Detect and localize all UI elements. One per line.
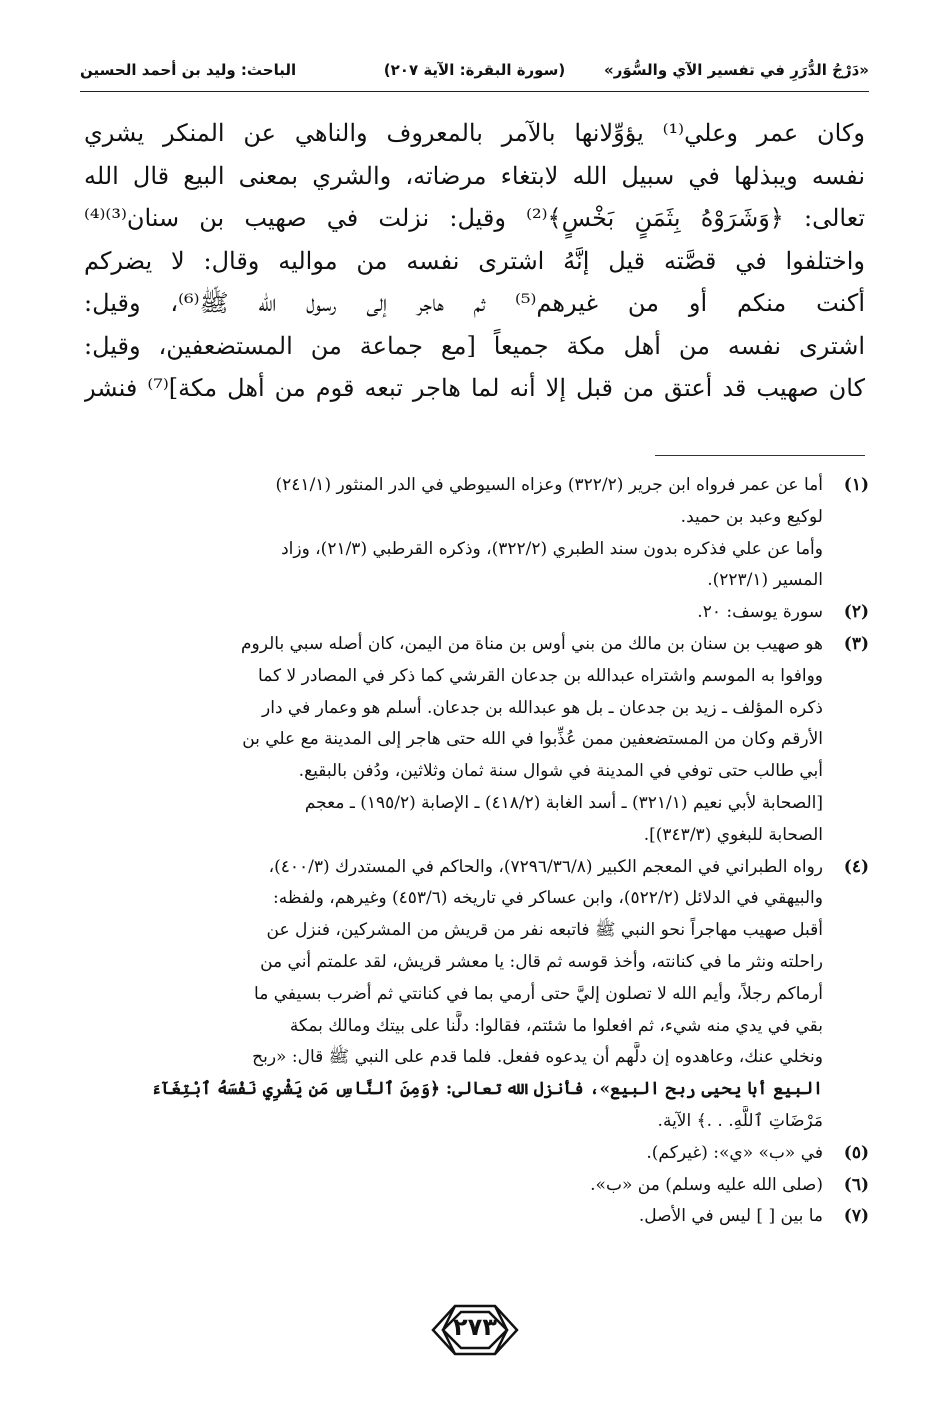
running-header (80, 55, 869, 91)
header-divider (80, 91, 869, 92)
footnote-line: [الصحابة لأبي نعيم (٣٢١/١) ـ أسد الغابة (٤١٨/٢) ـ الإصابة (١٩٥/٢) ـ معجم (304, 792, 823, 813)
main-text (84, 112, 865, 410)
main-line: اشترى نفسه من أهل مكة جميعاً [مع جماعة من المستضعفين، وقيل: (84, 331, 865, 360)
footnote-6 (84, 1170, 869, 1202)
footnote-line: المسير (٢٢٣/١). (707, 570, 823, 591)
footnote-line: الأرقم وكان من المستضعفين ممن عُذِّبوا في الله حتى هاجر إلى المدينة مع علي بن (242, 729, 823, 750)
footnote-line: (صلى الله عليه وسلم) من «ب». (590, 1174, 823, 1195)
footnote-number: (٤) (843, 856, 869, 877)
footnote-line: ما بين [ ] ليس في الأصل. (638, 1206, 823, 1227)
surah-reference: (سورة البقرة: الآية ٢٠٧) (383, 61, 566, 79)
footnote-number: (١) (843, 475, 869, 495)
footnote-line: راحلته ونثر ما في كنانته، وأخذ قوسه ثم قال: يا معشر قريش، لقد علمتم أني من (260, 951, 823, 972)
footnote-number: (٥) (843, 1142, 869, 1163)
footnote-number: (٢) (843, 602, 869, 623)
footnote-line: ونخلي عنك، وعاهدوه إن دلَّهم أن يدعوه ففعل. فلما قدم على النبي ﷺ قال: «ربح (252, 1047, 823, 1068)
main-line: وكان عمر وعلي⁽¹⁾ يؤوِّلانها بالآمر بالمعروف والناهي عن المنكر يشري (84, 119, 865, 147)
footnote-3 (84, 629, 869, 852)
footnote-divider (655, 455, 865, 456)
footnote-number: (٦) (843, 1174, 869, 1195)
footnote-line: هو صهيب بن سنان بن مالك من بني أوس بن مناة من اليمن، كان أصله سبي بالروم (241, 633, 823, 654)
footnote-1 (84, 470, 869, 597)
footnote-line: في «ب» «ي»: (غيركم). (646, 1142, 823, 1163)
footnote-line: رواه الطبراني في المعجم الكبير (٧٢٩٦/٣٦/٨)، والحاكم في المستدرك (٤٠٠/٣)، (268, 856, 823, 877)
footnote-line: والبيهقي في الدلائل (٥٢٢/٢)، وابن عساكر في تاريخه (٤٥٣/٦) وغيرهم، ولفظه: (273, 888, 823, 909)
footnote-line: أما عن عمر فرواه ابن جرير (٣٢٢/٢) وعزاه السيوطي في الدر المنثور (٢٤١/١) (275, 475, 823, 495)
footnote-line: وأما عن علي فذكره بدون سند الطبري (٣٢٢/٢)، وذكره القرطبي (٢١/٣)، وزاد (281, 538, 823, 559)
page-number-ornament (425, 1300, 525, 1360)
footnote-7 (84, 1201, 869, 1233)
footnote-line: الصحابة للبغوي (٣٤٣/٣)]. (643, 824, 823, 845)
footnote-line: بقي في يدي منه شيء، ثم افعلوا ما شئتم، فقالوا: دلَّنا على بيتك ومالك بمكة (289, 1015, 823, 1036)
footnote-line: مَرْضَاتِ ٱللَّهِ. . .﴾ الآية. (657, 1110, 823, 1131)
footnote-line: ووافوا به الموسم واشتراه عبدالله بن جدعان القرشي كما ذكر في المصادر لا كما (258, 665, 823, 686)
footnote-line: البيع أبا يحيى ربح البيع»، فأنزل الله تعالى: ﴿وَمِنَ ٱلنَّاسِ مَن يَشْرِي نَفْسَهُ ٱبْتِغَآءَ (151, 1079, 823, 1100)
main-line: واختلفوا في قصَّته قيل إنَّهُ اشترى نفسه من مواليه وقال: لا يضركم (84, 246, 865, 275)
footnotes (84, 470, 869, 1233)
footnote-line: لوكيع وعبد بن حميد. (680, 506, 823, 527)
footnote-line: أقبل صهيب مهاجراً نحو النبي ﷺ فاتبعه نفر من قريش من المشركين، فنزل عن (266, 920, 823, 941)
main-line: تعالى: ﴿وَشَرَوْهُ بِثَمَنٍ بَخْسٍ﴾⁽²⁾ وقيل: نزلت في صهيب بن سنان⁽³⁾⁽⁴⁾ (84, 204, 865, 232)
researcher-name: الباحث: وليد بن أحمد الحسين (80, 61, 297, 79)
main-line: أكنت منكم أو من غيرهم⁽⁵⁾ ثم هاجر إلى رسول الله ﷺ⁽⁶⁾، وقيل: (84, 289, 865, 317)
footnote-2 (84, 597, 869, 629)
page-number: ٢٧٣ (453, 1313, 497, 1341)
footnote-number: (٧) (843, 1206, 869, 1227)
footnote-line: أرماكم رجلاً، وأيم الله لا تصلون إليَّ حتى أرمي بما في كنانتي ثم أضرب بسيفي ما (254, 983, 823, 1004)
footnote-number: (٣) (843, 633, 869, 654)
footnote-line: سورة يوسف: ٢٠. (697, 602, 823, 623)
footnote-5 (84, 1138, 869, 1170)
footnote-4 (84, 852, 869, 1138)
footnote-line: أبي طالب حتى توفي في المدينة في شوال سنة ثمان وثلاثين، ودُفن بالبقيع. (298, 761, 823, 782)
main-line: نفسه ويبذلها في سبيل الله لابتغاء مرضاته، والشري بمعنى البيع قال الله (84, 161, 865, 190)
main-line: كان صهيب قد أعتق من قبل إلا أنه لما هاجر تبعه قوم من أهل مكة]⁽⁷⁾ فنشر (84, 374, 865, 402)
footnote-line: ذكره المؤلف ـ زيد بن جدعان ـ بل هو عبدالله بن جدعان. أسلم هو وعمار في دار (262, 697, 823, 718)
book-title: «دَرْجُ الدُّرَرِ في تفسير الآي والسُّوَر» (604, 61, 869, 79)
